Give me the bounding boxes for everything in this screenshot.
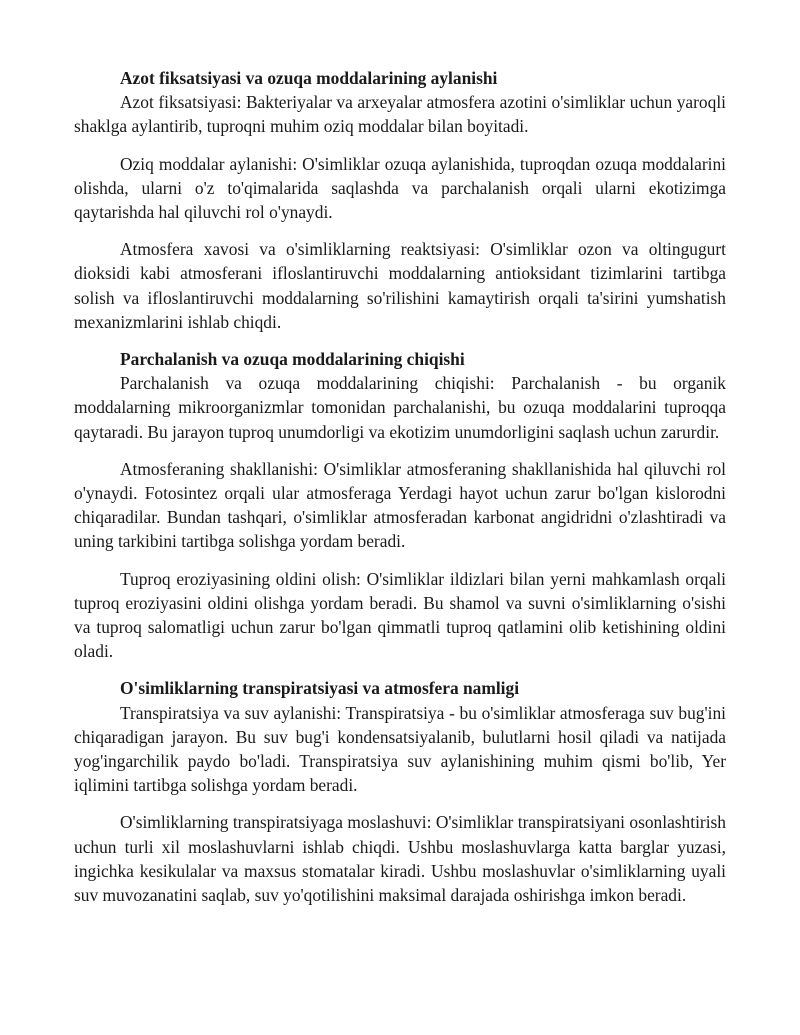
paragraph: Transpiratsiya va suv aylanishi: Transpiratsiya - bu o'simliklar atmosferaga suv bug'ini chiqaradigan jarayon. Bu suv bug'i kondensatsiyalanib, bulutlarni hosil qiladi va natijada yog'ingarchilik paydo bo'ladi. Transpiratsiya suv aylanishining muhim qismi bo'lib, Yer iqlimini tartibga solishga yordam beradi. [74, 702, 726, 796]
paragraph: Oziq moddalar aylanishi: O'simliklar ozuqa aylanishida, tuproqdan ozuqa moddalarini olishda, ularni o'z to'qimalarida saqlashda va parchalanish orqali ularni ekotizimga qaytarishda hal qiluvchi rol o'ynaydi. [74, 153, 726, 223]
paragraph: Azot fiksatsiyasi: Bakteriyalar va arxeyalar atmosfera azotini o'simliklar uchun yaroqli shaklga aylantirib, tuproqni muhim oziq moddalar bilan boyitadi. [74, 92, 726, 137]
document-page [74, 66, 726, 920]
paragraph: Atmosferaning shakllanishi: O'simliklar atmosferaning shakllanishida hal qiluvchi rol o'ynaydi. Fotosintez orqali ular atmosferaga Yerdagi hayot uchun zarur bo'lgan kislorodni chiqaradilar. Bundan tashqari, o'simliklar atmosferadan karbonat angidridni o'zlashtiradi va uning tarkibini tartibga solishga yordam beradi. [74, 458, 726, 552]
paragraph: Tuproq eroziyasining oldini olish: O'simliklar ildizlari bilan yerni mahkamlash orqali tuproq eroziyasini oldini olishga yordam beradi. Bu shamol va suvni o'simliklarning o'sishi va tuproq salomatligi uchun zarur bo'lgan qimmatli tuproq qatlamini olib ketishining oldini oladi. [74, 568, 726, 662]
section-transpiration [74, 676, 726, 907]
paragraph: O'simliklarning transpiratsiyaga moslashuvi: O'simliklar transpiratsiyani osonlashtirish uchun turli xil moslashuvlarni ishlab chiqdi. Ushbu moslashuvlarga katta barglar yuzasi, ingichka kesikulalar va maxsus stomatalar kiradi. Ushbu moslashuvlar o'simliklarning uyali suv muvozanatini saqlab, suv yo'qotilishini maksimal darajada oshirishga imkon beradi. [74, 812, 726, 906]
paragraph: Atmosfera xavosi va o'simliklarning reaktsiyasi: O'simliklar ozon va oltingugurt dioksidi kabi atmosferani ifloslantiruvchi moddalarning antioksidant tizimlarini tartibga solish va ifloslantiruvchi moddalarning so'rilishini kamaytirish orqali ta'sirini yumshatish mexanizmlarini ishlab chiqdi. [74, 239, 726, 332]
section-heading: O'simliklarning transpiratsiyasi va atmosfera namligi [120, 678, 520, 699]
section-decomposition [74, 347, 726, 663]
section-heading: Parchalanish va ozuqa moddalarining chiqishi [120, 349, 465, 370]
paragraph: Parchalanish va ozuqa moddalarining chiqishi: Parchalanish - bu organik moddalarning mikroorganizmlar tomonidan parchalanishi, bu ozuqa moddalarini tuproqqa qaytaradi. Bu jarayon tuproq unumdorligi va ekotizim unumdorligini saqlash uchun zarurdir. [74, 373, 726, 442]
section-nitrogen-fixation [74, 66, 726, 334]
section-heading: Azot fiksatsiyasi va ozuqa moddalarining aylanishi [120, 68, 498, 88]
